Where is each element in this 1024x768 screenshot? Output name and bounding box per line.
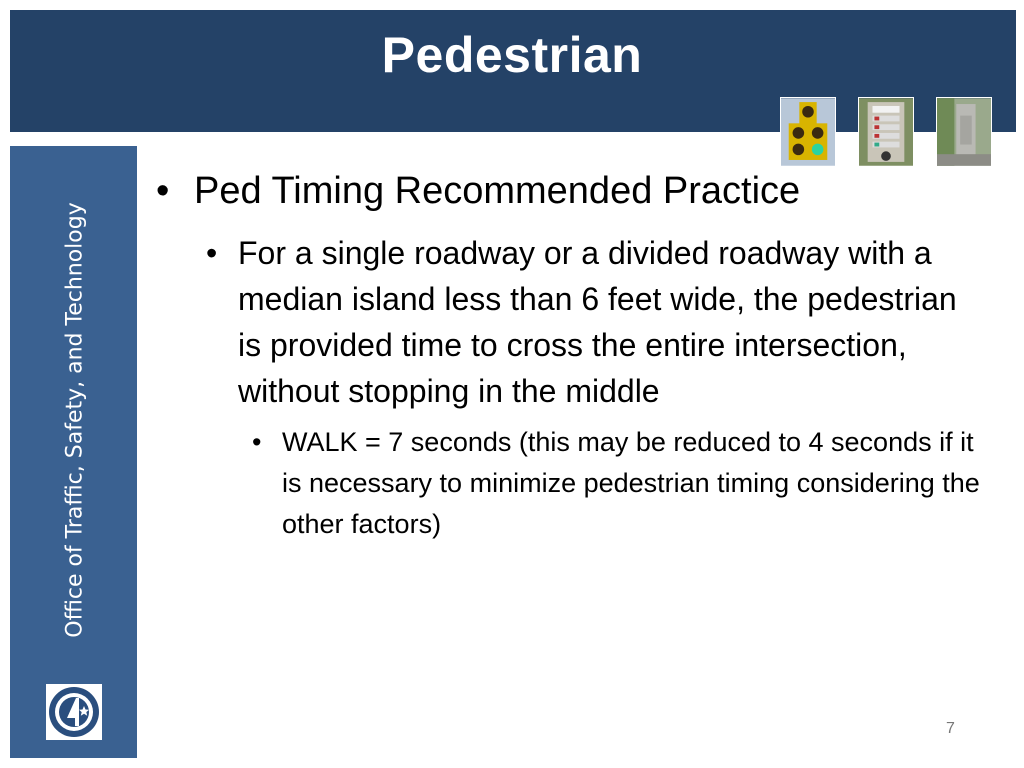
bullet-level-1: • Ped Timing Recommended Practice (156, 170, 801, 212)
signal-pole-icon (936, 97, 992, 167)
pedestrian-push-button-icon (858, 97, 914, 167)
sidebar-org-label: Office of Traffic, Safety, and Technology (62, 202, 88, 638)
bullet-level-2: • For a single roadway or a divided roadway with a median island less than 6 feet wide, the pedestrian is provided time to cross the entire intersection, without stopping in the middle (206, 230, 980, 414)
bullet-level-3: • WALK = 7 seconds (this may be reduced to 4 seconds if it is necessary to minimize pedestrian timing considering the other factors) (252, 422, 980, 545)
bullet-text: Ped Timing Recommended Practice (194, 170, 801, 212)
slide-body (150, 168, 980, 545)
traffic-signal-icon (780, 97, 836, 167)
page-number: 7 (946, 720, 955, 737)
bullet-text: For a single roadway or a divided roadway with a median island less than 6 feet wide, the pedestrian is provided time to cross the entire intersection, without stopping in the middle (238, 235, 957, 409)
bullet-text: WALK = 7 seconds (this may be reduced to 4 seconds if it is necessary to minimize pedestrian timing considering the other factors) (282, 427, 980, 539)
mndot-logo-icon (46, 684, 102, 740)
slide-title: Pedestrian (381, 27, 643, 83)
